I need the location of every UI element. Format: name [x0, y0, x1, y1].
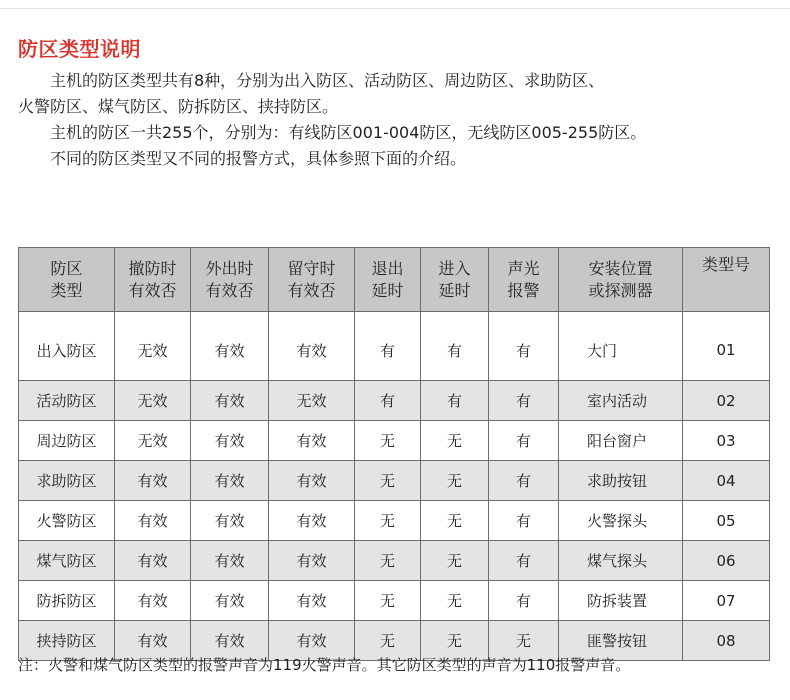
disarmed-cell: 无效 [115, 421, 191, 461]
zone-type-cell: 活动防区 [19, 381, 115, 421]
siren-cell: 有 [489, 381, 559, 421]
header-type-number: 类型号 [683, 248, 770, 312]
exit-delay-cell: 无 [355, 421, 421, 461]
exit-delay-cell: 有 [355, 312, 421, 381]
header-zone-type: 防区 类型 [19, 248, 115, 312]
disarmed-cell: 有效 [115, 501, 191, 541]
zone-type-cell: 火警防区 [19, 501, 115, 541]
stay-cell: 有效 [269, 421, 355, 461]
zone-type-cell: 周边防区 [19, 421, 115, 461]
siren-cell: 有 [489, 461, 559, 501]
siren-cell: 有 [489, 581, 559, 621]
entry-delay-cell: 无 [421, 501, 489, 541]
type-number-cell: 05 [683, 501, 770, 541]
intro-line-1: 主机的防区类型共有8种，分别为出入防区、活动防区、周边防区、求助防区、 [50, 71, 605, 90]
location-cell: 煤气探头 [559, 541, 683, 581]
siren-cell: 有 [489, 312, 559, 381]
entry-delay-cell: 无 [421, 461, 489, 501]
header-stay-valid: 留守时 有效否 [269, 248, 355, 312]
type-number-cell: 01 [683, 312, 770, 381]
away-cell: 有效 [191, 312, 269, 381]
away-cell: 有效 [191, 581, 269, 621]
type-number-cell: 03 [683, 421, 770, 461]
siren-cell: 有 [489, 421, 559, 461]
location-cell: 防拆装置 [559, 581, 683, 621]
zone-type-cell: 防拆防区 [19, 581, 115, 621]
entry-delay-cell: 无 [421, 421, 489, 461]
stay-cell: 有效 [269, 312, 355, 381]
stay-cell: 无效 [269, 381, 355, 421]
siren-cell: 有 [489, 501, 559, 541]
zone-type-table [18, 247, 770, 661]
exit-delay-cell: 无 [355, 541, 421, 581]
table-row [19, 581, 770, 621]
top-divider [0, 8, 790, 9]
entry-delay-cell: 有 [421, 312, 489, 381]
entry-delay-cell: 无 [421, 581, 489, 621]
siren-cell: 有 [489, 541, 559, 581]
location-cell: 阳台窗户 [559, 421, 683, 461]
entry-delay-cell: 无 [421, 541, 489, 581]
type-number-cell: 02 [683, 381, 770, 421]
zone-type-cell: 求助防区 [19, 461, 115, 501]
table-row [19, 312, 770, 381]
table-row [19, 461, 770, 501]
exit-delay-cell: 无 [355, 581, 421, 621]
header-disarmed-valid: 撤防时 有效否 [115, 248, 191, 312]
location-cell: 火警探头 [559, 501, 683, 541]
stay-cell: 有效 [269, 581, 355, 621]
stay-cell: 有效 [269, 621, 355, 661]
location-cell: 大门 [559, 312, 683, 381]
section-title: 防区类型说明 [18, 37, 141, 61]
exit-delay-cell: 无 [355, 461, 421, 501]
away-cell: 有效 [191, 541, 269, 581]
header-siren: 声光 报警 [489, 248, 559, 312]
type-number-cell: 08 [683, 621, 770, 661]
siren-cell: 无 [489, 621, 559, 661]
table-row [19, 421, 770, 461]
disarmed-cell: 有效 [115, 541, 191, 581]
away-cell: 有效 [191, 421, 269, 461]
disarmed-cell: 无效 [115, 312, 191, 381]
header-away-valid: 外出时 有效否 [191, 248, 269, 312]
header-exit-delay: 退出 延时 [355, 248, 421, 312]
entry-delay-cell: 有 [421, 381, 489, 421]
header-location: 安装位置 或探测器 [559, 248, 683, 312]
intro-text [18, 68, 778, 172]
header-entry-delay: 进入 延时 [421, 248, 489, 312]
zone-type-cell: 煤气防区 [19, 541, 115, 581]
stay-cell: 有效 [269, 501, 355, 541]
disarmed-cell: 无效 [115, 381, 191, 421]
footnote: 注：火警和煤气防区类型的报警声音为119火警声音。其它防区类型的声音为110报警声音。 [18, 656, 631, 674]
disarmed-cell: 有效 [115, 581, 191, 621]
disarmed-cell: 有效 [115, 461, 191, 501]
table-row [19, 381, 770, 421]
exit-delay-cell: 无 [355, 501, 421, 541]
exit-delay-cell: 有 [355, 381, 421, 421]
table-row [19, 541, 770, 581]
table-header-row [19, 248, 770, 312]
away-cell: 有效 [191, 621, 269, 661]
stay-cell: 有效 [269, 541, 355, 581]
zone-type-cell: 挟持防区 [19, 621, 115, 661]
away-cell: 有效 [191, 381, 269, 421]
away-cell: 有效 [191, 501, 269, 541]
away-cell: 有效 [191, 461, 269, 501]
disarmed-cell: 有效 [115, 621, 191, 661]
exit-delay-cell: 无 [355, 621, 421, 661]
intro-line-4: 不同的防区类型又不同的报警方式，具体参照下面的介绍。 [50, 149, 467, 168]
location-cell: 匪警按钮 [559, 621, 683, 661]
type-number-cell: 07 [683, 581, 770, 621]
location-cell: 求助按钮 [559, 461, 683, 501]
stay-cell: 有效 [269, 461, 355, 501]
intro-line-3: 主机的防区一共255个，分别为：有线防区001-004防区，无线防区005-255防区。 [50, 123, 647, 142]
intro-line-2: 火警防区、煤气防区、防拆防区、挟持防区。 [18, 97, 339, 116]
type-number-cell: 04 [683, 461, 770, 501]
zone-type-cell: 出入防区 [19, 312, 115, 381]
type-number-cell: 06 [683, 541, 770, 581]
location-cell: 室内活动 [559, 381, 683, 421]
entry-delay-cell: 无 [421, 621, 489, 661]
table-row [19, 501, 770, 541]
